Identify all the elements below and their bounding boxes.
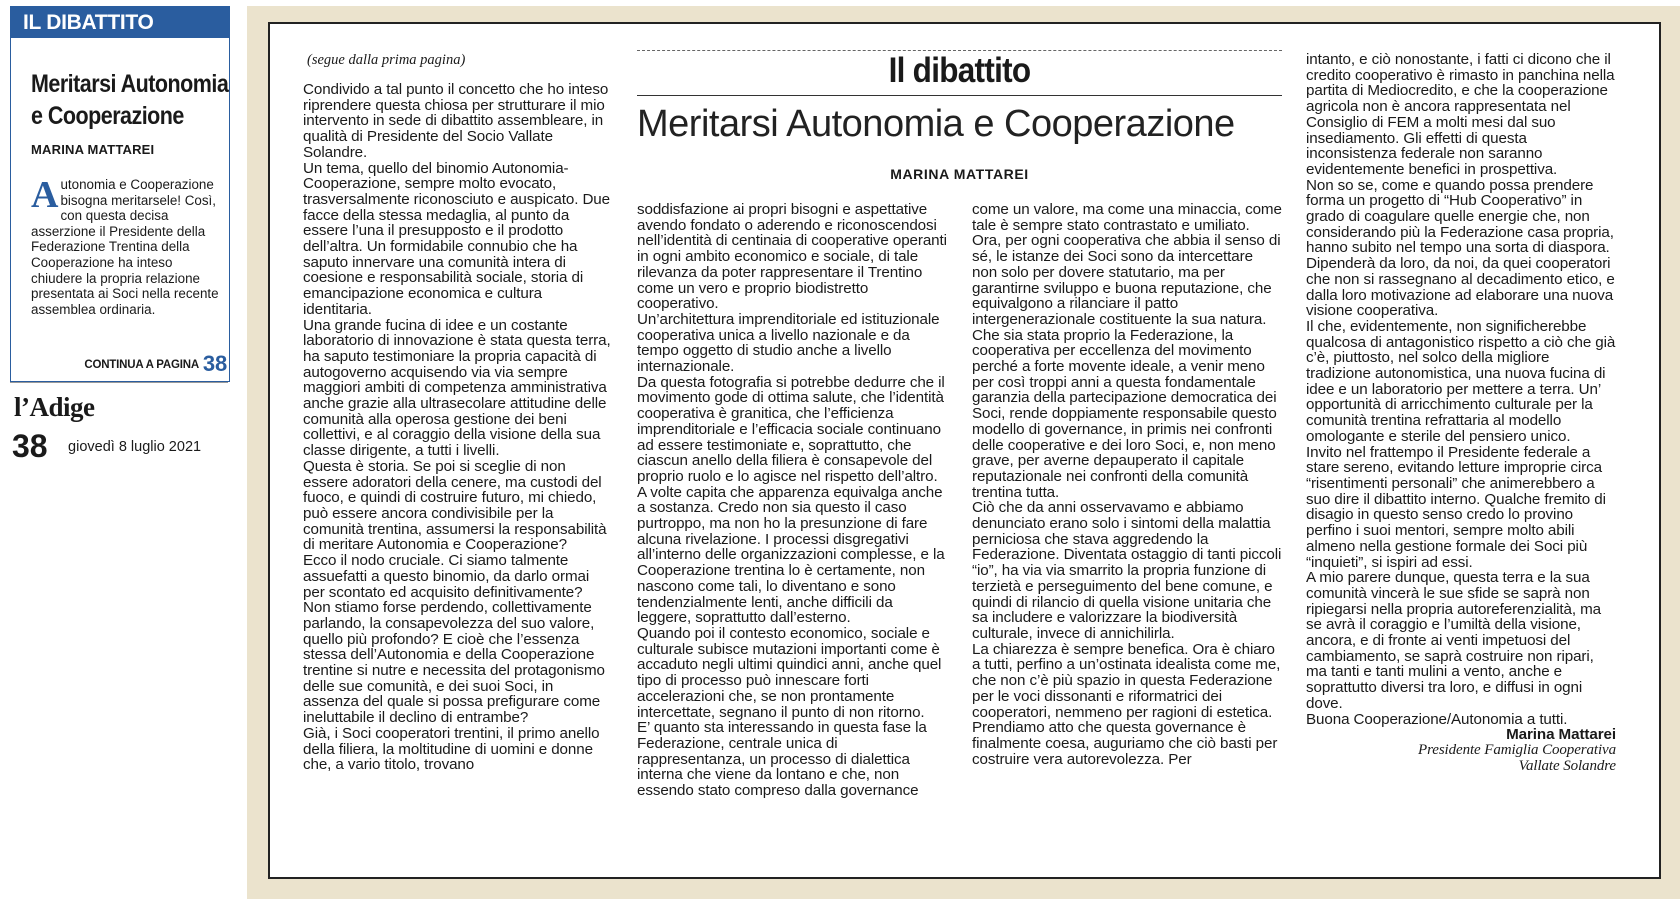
paragraph: Un’architettura imprenditoriale ed istituzionale cooperativa unica a livello nazionale e da tempo oggetto di studio anche a livello internazionale. xyxy=(637,310,940,376)
paragraph: Che sia stata proprio la Federazione, la cooperativa per eccellenza del movimento perché a forte movente ideale, a venir meno per così troppi anni a questa fondamentale garanzia della partecipazione democratica dei Soci, rende doppiamente responsabile questo modello di governance, in primis nei confronti delle cooperative e dei loro Soci, e, non meno grave, per averne depauperato il capitale reputazionale nei confronti della comunità trentina tutta. xyxy=(972,326,1277,501)
article-column-4 xyxy=(1306,52,1616,774)
teaser-author: MARINA MATTAREI xyxy=(31,142,155,157)
page-info xyxy=(12,428,201,465)
signature-name: Marina Mattarei xyxy=(1506,726,1616,744)
section-title: Il dibattito xyxy=(888,51,1031,90)
article-title: Meritarsi Autonomia e Cooperazione xyxy=(637,103,1235,145)
article xyxy=(268,22,1661,879)
signature-role: Presidente Famiglia Cooperativa xyxy=(1418,741,1616,758)
paragraph: Il che, evidentemente, non significherebbe qualcosa di antagonistico rispetto a ciò che già c’è, piuttosto, nel solco della migliore tradizione autonomistica, una nuova fucina di idee e un laboratorio per mettere a terra. Un’ opportunità di arricchimento culturale per la comunità trentina refrattaria al modello omologante e sterile del pensiero unico. xyxy=(1306,317,1616,445)
paragraph: Ora, per ogni cooperativa che abbia il senso di sé, le istanze dei Soci sono da intercettare non solo per dovere statutario, ma per garantirne sviluppo e buona reputazione, che equivalgono a rilanciare il patto intergenerazionale costituente la sua natura. xyxy=(972,232,1281,328)
paragraph: come un valore, ma come una minaccia, come tale è sempre stato contrastato e umiliato. xyxy=(972,201,1282,234)
section-header: IL DIBATTITO xyxy=(11,7,229,38)
article-column-2 xyxy=(637,202,947,799)
paragraph: A mio parere dunque, questa terra e la sua comunità vincerà le sue sfide se saprà non ripiegarsi nella propria autoreferenzialità, ma se avrà il coraggio e l’umiltà della visione, ancora, e di fronte ai venti impetuosi del cambiamento, se saprà costruire non ripari, ma tanti e tanti mulini a vento, anche e soprattutto diversi tra loro, e diffusi in ogni dove. xyxy=(1306,569,1601,712)
article-column-1 xyxy=(303,82,613,773)
paragraph: Un tema, quello del binomio Autonomia-Cooperazione, sempre molto evocato, trasversalmente riconosciuto e auspicato. Due facce della stessa medaglia, al punto da essere l’una il presupposto e il prodotto dell’altra. Un formidabile connubio che ha saputo innervare una comunità intera di coesione e responsabilità sociale, storia di emancipazione economica e cultura identitaria. xyxy=(303,159,610,318)
paragraph: Ciò che da anni osservavamo e abbiamo denunciato erano solo i sintomi della malattia perniciosa che stava aggredendo la Federazione. Diventata ostaggio di tanti piccoli “io”, ha via via smarrito la propria funzione di terzietà e perseguimento del bene comune, e quindi di rilancio di quella visione unitaria che sa includere e valorizzare la biodiversità culturale, invece di annichilirla. xyxy=(972,499,1282,642)
signature-organization: Vallate Solandre xyxy=(1518,757,1616,774)
byline: MARINA MATTAREI xyxy=(890,166,1029,182)
teaser-title-line2: e Cooperazione xyxy=(31,102,184,130)
continue-label: CONTINUA A PAGINA xyxy=(84,359,199,371)
article-header xyxy=(637,50,1282,182)
paragraph: Già, i Soci cooperatori trentini, il primo anello della filiera, la moltitudine di uomini e donne che, a vario titolo, trovano xyxy=(303,724,600,774)
teaser-lead xyxy=(31,174,219,317)
page-number: 38 xyxy=(12,428,48,464)
teaser-title xyxy=(31,68,246,132)
paragraph: Invito nel frattempo il Presidente federale a stare sereno, evitando letture improprie circa “risentimenti personali” che animerebbero a suo dire il dibattito interno. Qualche fremito di disagio in questo senso credo lo provino perfino i suoi mentori, sempre molto abili almeno nella gestione formale dei Soci più “inquieti”, si ispiri ad essi. xyxy=(1306,443,1606,571)
paragraph: E’ quanto sta interessando in questa fase la Federazione, centrale unica di rappresentanza, un processo di dialettica interna che viene da lontano e che, non essendo stato compreso dalla governance xyxy=(637,719,927,800)
article-column-3 xyxy=(972,202,1282,767)
paragraph: A volte capita che apparenza equivalga anche a sostanza. Credo non sia questo il caso purtroppo, ma non ho la presunzione di fare alcuna rivelazione. I processi disgregativi all’interno delle organizzazioni complesse, e la Cooperazione trentina lo è certamente, non nascono come tali, lo diventano e sono tendenzialmente lenti, anche difficili da leggere, soprattutto dall’esterno. xyxy=(637,483,945,627)
continue-on-page[interactable] xyxy=(84,351,227,377)
title-rule xyxy=(637,95,1282,96)
continue-page-number: 38 xyxy=(202,351,227,376)
paragraph: Una grande fucina di idee e un costante laboratorio di innovazione è stata questa terra, ha saputo testimoniare la propria capacità di autogoverno acquisendo via via sempre maggiori ambiti di competenza amministrativa anche grazie alla ultrasecolare attitudine delle comunità alla operosa gestione dei beni collettivi, e al coraggio della visione della sua classe dirigente, a tutti i livelli. xyxy=(303,316,611,460)
paragraph: Da questa fotografia si potrebbe dedurre che il movimento gode di ottima salute, che l’identità cooperativa è granitica, che l’efficienza imprenditoriale e l’efficacia sociale continuano ad essere testimoniate e, soprattutto, che ciascun anello della filiera è consapevole del proprio ruolo e lo agisce nel rispetto dell’altro. xyxy=(637,373,945,485)
paragraph: La chiarezza è sempre benefica. Ora è chiaro a tutti, perfino a un’ostinata idealista come me, che non c’è più spazio in questa Federazione per le voci dissonanti e riformatrici dei cooperatori, nemmeno per ragioni di estetica. xyxy=(972,640,1281,721)
paragraph: Non so se, come e quando possa prendere forma un progetto di “Hub Cooperativo” in grado di coagulare quelle energie che, non considerando più la Federazione casa propria, hanno subito nel tempo una sorta di diaspora. xyxy=(1306,176,1614,257)
paragraph: Dipenderà da loro, da noi, da quei cooperatori che non si rassegnano al decadimento etico, e dalla loro motivazione ad elaborare una nuova visione cooperativa. xyxy=(1306,255,1615,320)
teaser-lead-text: utonomia e Cooperazione bisogna meritarsele! Così, con questa decisa asserzione il Presidente della Federazione Trentina della Cooperazione ha inteso chiudere la propria relazione presentata ai Soci nella recente assemblea ordinaria. xyxy=(31,177,219,317)
teaser-title-line1: Meritarsi Autonomia xyxy=(31,70,229,98)
paragraph: Quando poi il contesto economico, sociale e culturale subisce mutazioni importanti come è accaduto negli ultimi quindici anni, anche quel tipo di processo può innescare forti accelerazioni che, se non prontamente intercettate, segnano il punto di non ritorno. xyxy=(637,624,942,721)
paragraph: Prendiamo atto che questa governance è finalmente coesa, auguriamo che ciò basti per costruire vera autorevolezza. Per xyxy=(972,719,1278,768)
paragraph: Buona Cooperazione/Autonomia a tutti. xyxy=(1306,710,1568,728)
divider xyxy=(10,382,228,383)
publication-date: giovedì 8 luglio 2021 xyxy=(68,438,202,455)
continued-note: (segue dalla prima pagina) xyxy=(307,52,466,68)
paragraph: Ecco il nodo cruciale. Ci siamo talmente assuefatti a questo binomio, da darlo ormai per scontato ed acquisito definitivamente? Non stiamo forse perdendo, collettivamente parlando, la consapevolezza del suo valore, quello più profondo? E cioè che l’essenza stessa dell’Autonomia e della Cooperazione trentine si nutre e necessita del protagonismo delle sue comunità, e dei suoi Soci, in assenza del quale si possa prefigurare come ineluttabile il declino di entrambe? xyxy=(303,552,605,727)
newspaper-logo: l’Adige xyxy=(14,392,95,422)
front-page-teaser xyxy=(10,6,230,382)
paragraph: Condivido a tal punto il concetto che ho inteso riprendere questa chiosa per strutturare il mio intervento in sede di dibattito assembleare, in qualità di Presidente del Socio Vallate Solandre. xyxy=(303,81,609,161)
paragraph: Questa è storia. Se poi si sceglie di non essere adoratori della cenere, ma custodi del fuoco, e quindi di costruire futuro, mi chiedo, può essere ancora condivisibile per la comunità trentina, assumersi la responsabilità di meritare Autonomia e Cooperazione? xyxy=(303,457,607,554)
drop-cap: A xyxy=(31,174,59,216)
paragraph: soddisfazione ai propri bisogni e aspettative avendo fondato o aderendo e riconoscendosi nell’identità di centinaia di cooperative operanti in ogni ambito economico e sociale, di tale rilevanza da poter rappresentare il Trentino come un vero e proprio biodistretto cooperativo. xyxy=(637,201,947,313)
paragraph: intanto, e ciò nonostante, i fatti ci dicono che il credito cooperativo è rimasto in panchina nella partita di Mediocredito, e che la cooperazione agricola non è ancora rappresentata nel Consiglio di FEM a molti mesi dal suo insediamento. Gli effetti di questa inconsistenza federale non saranno evidentemente benefici in prospettiva. xyxy=(1306,51,1615,178)
